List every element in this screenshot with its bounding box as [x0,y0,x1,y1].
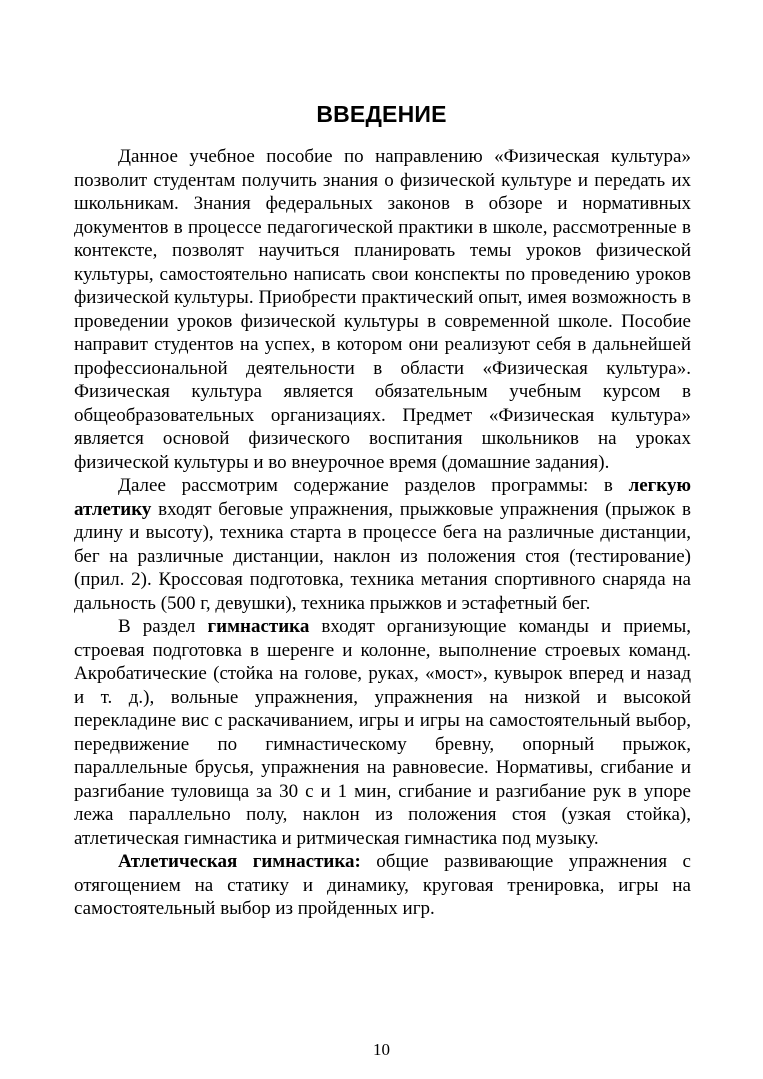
term-gymnastics: гимнастика [207,616,310,637]
term-athletic-gymnastics: Атлетическая гимнастика: [118,851,361,872]
paragraph-intro [74,145,691,474]
page-number: 10 [373,1040,390,1059]
paragraph-athletic-gymnastics-rest: общие развивающие упражнения с отягощением на статику и динамику, круговая тренировка, игры на самостоятельный выбор из пройденных игр. [74,851,691,919]
paragraph-athletic-gymnastics [74,850,691,921]
paragraph-gymnastics-lead: В раздел [118,616,208,637]
term-athletics: легкую атлетику [74,475,691,520]
paragraph-athletics-rest: входят беговые упражнения, прыжковые упражнения (прыжок в длину и высоту), техника старта в процессе бега на различные дистанции, бег на различные дистанции, наклон из положения стоя (тестирование) (прил. 2). Кроссовая подготовка, техника метания спортивного снаряда на дальность (500 г, девушки), техника прыжков и эстафетный бег. [74,498,691,614]
paragraph-gymnastics-rest: входят организующие команды и приемы, строевая подготовка в шеренге и колонне, выполнение строевых команд. Акробатические (стойка на голове, руках, «мост», кувырок вперед и назад и т. д.), вольные упражнения, упражнения на низкой и высокой перекладине вис с раскачиванием, игры и игры на самостоятельный выбор, передвижение по гимнастическому бревну, опорный прыжок, параллельные брусья, упражнения на равновесие. Нормативы, сгибание и разгибание туловища за 30 с и 1 мин, сгибание и разгибание рук в упоре лежа параллельно полу, наклон из положения стоя (узкая стойка), атлетическая гимнастика и ритмическая гимнастика под музыку. [74,616,692,849]
paragraph-intro-text: Данное учебное пособие по направлению «Физическая культура» позволит студентам получить знания о физической культуре и передать их школьникам. Знания федеральных законов в обзоре и нормативных документов в процессе педагогической практики в школе, рассмотренные в контексте, позволят научиться планировать темы уроков физической культуры, самостоятельно написать свои конспекты по проведению уроков физической культуры. Приобрести практический опыт, имея возможность в проведении уроков физической культуры в современной школе. Пособие направит студентов на успех, в котором они реализуют себя в дальнейшей профессиональной деятельности в области «Физическая культура». Физическая культура является обязательным учебным курсом в общеобразовательных организациях. Предмет «Физическая культура» является основой физического воспитания школьников на уроках физической культуры и во внеурочное время (домашние задания). [74,146,691,473]
page-title: ВВЕДЕНИЕ [316,101,447,127]
body-text [74,145,691,921]
paragraph-athletics-lead: Далее рассмотрим содержание разделов программы: в [118,475,629,496]
paragraph-athletics [74,474,691,615]
paragraph-gymnastics [74,615,691,850]
